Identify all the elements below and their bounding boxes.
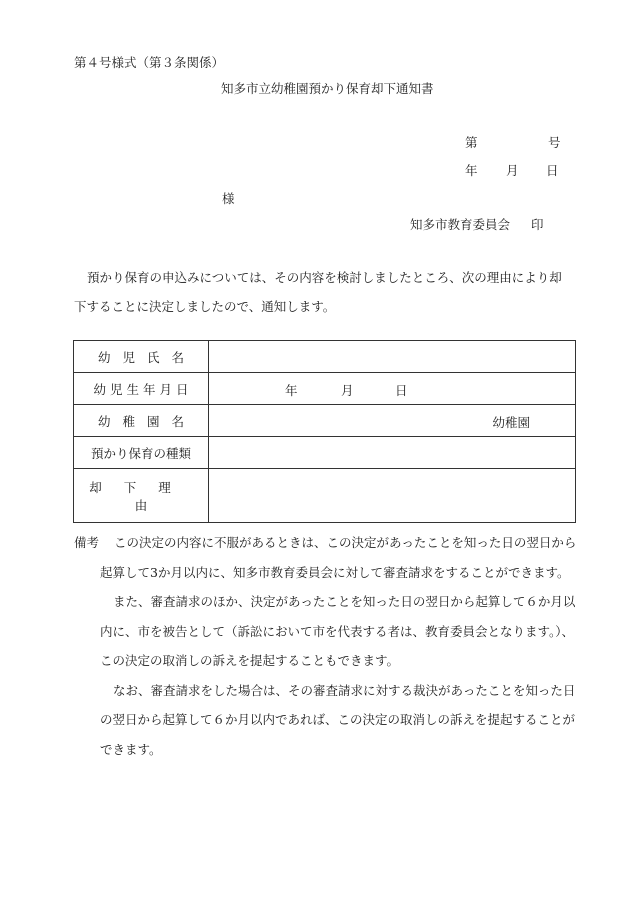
birthdate-month-label: 月 (341, 383, 354, 398)
birthdate-day-label: 日 (395, 383, 408, 398)
document-title: 知多市立幼稚園預かり保育却下通知書 (221, 81, 434, 96)
remarks-paragraph-3: なお、審査請求をした場合は、その審査請求に対する裁決があったことを知った日の翌日から起算して６か月以内であれば、この決定の取消しの訴えを提起することができます。 (100, 682, 576, 757)
remarks-label: 備考 (74, 535, 100, 550)
value-birthdate (209, 373, 576, 405)
table-row-rejection-reason (74, 469, 576, 523)
date-month-label: 月 (506, 163, 519, 178)
issuer-name: 知多市教育委員会 (410, 217, 511, 232)
remarks-paragraph-2: また、審査請求のほか、決定があったことを知った日の翌日から起算して６か月以内に、市を被告として（訴訟において市を代表する者は、教育委員会となります。）、この決定の取消しの訴えを提起することもできます。 (100, 594, 576, 668)
label-kindergarten: 幼稚園名 (74, 405, 209, 437)
issuer-seal: 印 (531, 217, 544, 232)
date-day-label: 日 (546, 163, 559, 178)
remarks-section (74, 528, 579, 764)
value-care-type (209, 437, 576, 469)
label-rejection-reason: 却下理由 (74, 469, 209, 523)
addressee-suffix: 様 (222, 191, 235, 206)
document-number-suffix: 号 (548, 135, 561, 150)
birthdate-year-label: 年 (285, 383, 298, 398)
label-birthdate: 幼児生年月日 (74, 373, 209, 405)
info-table (73, 340, 576, 523)
value-rejection-reason (209, 469, 576, 523)
remarks-paragraph-1: この決定の内容に不服があるときは、この決定があったことを知った日の翌日から起算して3か月以内に、知多市教育委員会に対して審査請求をすることができます。 (100, 535, 577, 580)
value-kindergarten (209, 405, 576, 437)
table-row-child-name (74, 341, 576, 373)
label-care-type: 預かり保育の種類 (74, 437, 209, 469)
kindergarten-suffix: 幼稚園 (492, 415, 530, 430)
value-child-name (209, 341, 576, 373)
label-child-name: 幼児氏名 (74, 341, 209, 373)
document-number-prefix: 第 (465, 135, 478, 150)
notice-body-text: 預かり保育の申込みについては、その内容を検討しましたところ、次の理由により却下することに決定しましたので、通知します。 (74, 270, 562, 314)
date-year-label: 年 (465, 163, 478, 178)
table-row-kindergarten (74, 405, 576, 437)
table-row-care-type (74, 437, 576, 469)
form-number: 第４号様式（第３条関係） (74, 55, 225, 70)
table-row-birthdate (74, 373, 576, 405)
